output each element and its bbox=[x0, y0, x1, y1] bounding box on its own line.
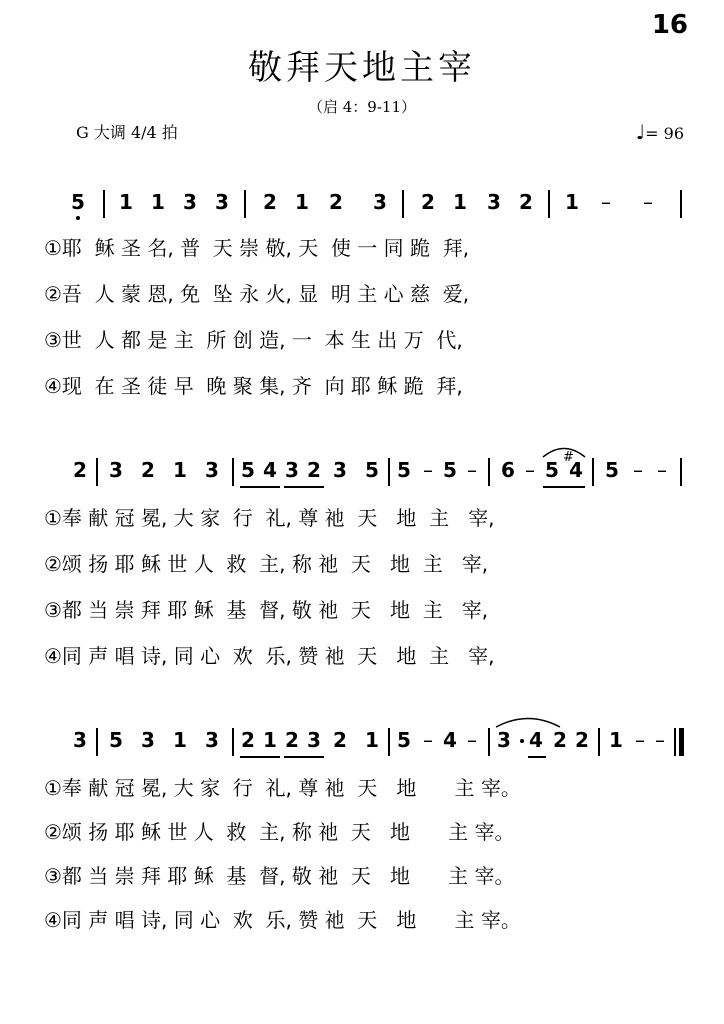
eighth-underline bbox=[240, 756, 280, 758]
note: 2 bbox=[575, 728, 589, 752]
key-and-meter: G 大调 4/4 拍 bbox=[76, 123, 178, 142]
note: 2 bbox=[553, 728, 567, 752]
barline bbox=[598, 728, 600, 756]
note: 3 bbox=[109, 458, 123, 482]
barline bbox=[96, 728, 98, 756]
notation-row bbox=[0, 728, 724, 768]
eighth-underline bbox=[528, 756, 546, 758]
eighth-underline bbox=[284, 756, 324, 758]
note: 4 bbox=[529, 728, 543, 752]
note: 3 bbox=[373, 190, 387, 214]
note: 2 bbox=[285, 728, 299, 752]
quarter-note-icon: ♩ bbox=[635, 120, 646, 144]
note: 1 bbox=[173, 458, 187, 482]
lyric-line-verse-4: ④同 声 唱 诗, 同 心 欢 乐, 赞 祂 天 地 主 宰。 bbox=[44, 908, 521, 932]
barline bbox=[232, 728, 234, 756]
notation-row bbox=[0, 190, 724, 230]
note: 4 bbox=[263, 458, 277, 482]
hold-dash: – bbox=[633, 458, 643, 482]
hold-dash: – bbox=[467, 728, 477, 752]
tempo-value: = 96 bbox=[645, 124, 684, 143]
sharp-sign: # bbox=[563, 450, 574, 465]
barline bbox=[680, 458, 682, 486]
note: 3 bbox=[333, 458, 347, 482]
note: 5 bbox=[397, 458, 411, 482]
barline bbox=[548, 190, 550, 218]
eighth-underline bbox=[240, 486, 280, 488]
hold-dash: – bbox=[423, 728, 433, 752]
note: 5 bbox=[605, 458, 619, 482]
slur-mark bbox=[541, 444, 587, 458]
note: 2 bbox=[73, 458, 87, 482]
note: 2 bbox=[141, 458, 155, 482]
note: 3 bbox=[487, 190, 501, 214]
eighth-underline bbox=[284, 486, 324, 488]
lyric-line-verse-3: ③都 当 崇 拜 耶 稣 基 督, 敬 祂 天 地 主 宰。 bbox=[44, 864, 515, 888]
hold-dash: – bbox=[423, 458, 433, 482]
note: 1 bbox=[565, 190, 579, 214]
barline bbox=[488, 728, 490, 756]
note: 2 bbox=[263, 190, 277, 214]
note: 4 bbox=[569, 458, 583, 482]
note: 2 bbox=[307, 458, 321, 482]
page-number: 16 bbox=[651, 10, 688, 40]
note: 1 bbox=[119, 190, 133, 214]
note: 4 bbox=[443, 728, 457, 752]
note: 6 bbox=[501, 458, 515, 482]
lyric-line-verse-1: ①奉 献 冠 冕, 大 家 行 礼, 尊 祂 天 地 主 宰。 bbox=[44, 776, 521, 800]
note: 3 bbox=[73, 728, 87, 752]
note: 3 bbox=[205, 728, 219, 752]
notation-row bbox=[0, 450, 724, 498]
note: 3 bbox=[497, 728, 511, 752]
low-octave-dot bbox=[76, 216, 80, 220]
barline bbox=[388, 728, 390, 756]
note: 2 bbox=[421, 190, 435, 214]
note: 5 bbox=[241, 458, 255, 482]
slur-mark bbox=[494, 714, 562, 728]
lyric-line-verse-3: ③都 当 崇 拜 耶 稣 基 督, 敬 祂 天 地 主 宰, bbox=[44, 598, 489, 622]
note: 1 bbox=[453, 190, 467, 214]
note: 2 bbox=[241, 728, 255, 752]
lyric-line-verse-2: ②吾 人 蒙 恩, 免 坠 永 火, 显 明 主 心 慈 爱, bbox=[44, 282, 470, 306]
lyric-line-verse-1: ①奉 献 冠 冕, 大 家 行 礼, 尊 祂 天 地 主 宰, bbox=[44, 506, 495, 530]
scripture-reference: （启 4：9-11） bbox=[307, 98, 416, 116]
note: 1 bbox=[151, 190, 165, 214]
augmentation-dot bbox=[520, 739, 524, 743]
lyric-line-verse-2: ②颂 扬 耶 稣 世 人 救 主, 称 祂 天 地 主 宰。 bbox=[44, 820, 515, 844]
eighth-underline bbox=[543, 486, 585, 488]
hold-dash: – bbox=[655, 728, 665, 752]
hold-dash: – bbox=[525, 458, 535, 482]
note: 1 bbox=[295, 190, 309, 214]
note: 3 bbox=[183, 190, 197, 214]
note: 3 bbox=[141, 728, 155, 752]
lyric-line-verse-4: ④同 声 唱 诗, 同 心 欢 乐, 赞 祂 天 地 主 宰, bbox=[44, 644, 495, 668]
hold-dash: – bbox=[467, 458, 477, 482]
note: 5 bbox=[365, 458, 379, 482]
song-title: 敬拜天地主宰 bbox=[248, 48, 476, 88]
hold-dash: – bbox=[643, 190, 653, 214]
note: 5 bbox=[545, 458, 559, 482]
note: 1 bbox=[263, 728, 277, 752]
barline bbox=[388, 458, 390, 486]
barline bbox=[96, 458, 98, 486]
barline bbox=[402, 190, 404, 218]
final-barline-thin bbox=[674, 728, 676, 756]
barline bbox=[680, 190, 682, 218]
note: 3 bbox=[205, 458, 219, 482]
note: 1 bbox=[365, 728, 379, 752]
final-barline-thick bbox=[679, 728, 684, 756]
lyric-line-verse-2: ②颂 扬 耶 稣 世 人 救 主, 称 祂 天 地 主 宰, bbox=[44, 552, 489, 576]
barline bbox=[244, 190, 246, 218]
lyric-line-verse-4: ④现 在 圣 徒 早 晚 聚 集, 齐 向 耶 稣 跪 拜, bbox=[44, 374, 463, 398]
barline bbox=[232, 458, 234, 486]
note: 1 bbox=[173, 728, 187, 752]
barline bbox=[488, 458, 490, 486]
hold-dash: – bbox=[635, 728, 645, 752]
tempo-marking bbox=[636, 120, 684, 144]
note: 5 bbox=[71, 190, 85, 214]
hold-dash: – bbox=[601, 190, 611, 214]
barline bbox=[103, 190, 105, 218]
lyric-line-verse-3: ③世 人 都 是 主 所 创 造, 一 本 生 出 万 代, bbox=[44, 328, 463, 352]
note: 1 bbox=[609, 728, 623, 752]
note: 5 bbox=[109, 728, 123, 752]
barline bbox=[592, 458, 594, 486]
note: 5 bbox=[397, 728, 411, 752]
note: 3 bbox=[307, 728, 321, 752]
note: 3 bbox=[215, 190, 229, 214]
note: 5 bbox=[443, 458, 457, 482]
note: 2 bbox=[519, 190, 533, 214]
hold-dash: – bbox=[657, 458, 667, 482]
note: 3 bbox=[285, 458, 299, 482]
lyric-line-verse-1: ①耶 稣 圣 名, 普 天 崇 敬, 天 使 一 同 跪 拜, bbox=[44, 236, 470, 260]
note: 2 bbox=[329, 190, 343, 214]
note: 2 bbox=[333, 728, 347, 752]
